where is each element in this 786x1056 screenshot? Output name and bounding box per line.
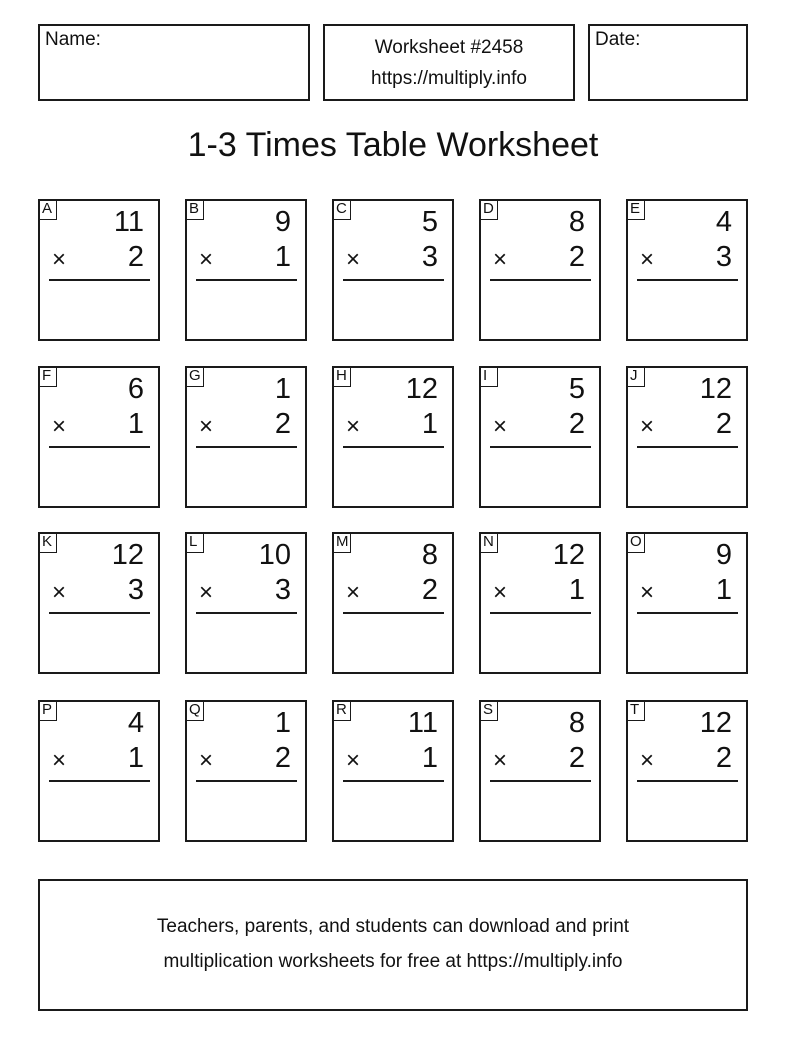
- problem-card-k: [38, 532, 160, 674]
- answer-line: [196, 612, 297, 614]
- times-sign: ×: [640, 246, 655, 273]
- times-sign: ×: [199, 413, 214, 440]
- multiplicand: 8: [568, 206, 585, 238]
- times-sign: ×: [346, 413, 361, 440]
- problem-letter: P: [38, 700, 57, 721]
- problem-card-t: [626, 700, 748, 842]
- answer-line: [343, 446, 444, 448]
- multiplicand: 5: [568, 373, 585, 405]
- times-sign: ×: [493, 246, 508, 273]
- multiplicand: 1: [274, 373, 291, 405]
- problem-letter: T: [626, 700, 645, 721]
- multiplier: 1: [127, 408, 144, 440]
- problem-letter: Q: [185, 700, 204, 721]
- times-sign: ×: [346, 246, 361, 273]
- multiplier: 2: [715, 408, 732, 440]
- problem-card-p: [38, 700, 160, 842]
- multiplier: 2: [274, 742, 291, 774]
- times-sign: ×: [640, 747, 655, 774]
- times-sign: ×: [640, 413, 655, 440]
- multiplicand: 12: [405, 373, 438, 405]
- answer-line: [490, 279, 591, 281]
- problem-card-f: [38, 366, 160, 508]
- problem-letter: O: [626, 532, 645, 553]
- multiplier: 3: [421, 241, 438, 273]
- answer-line: [343, 612, 444, 614]
- multiplier: 3: [274, 574, 291, 606]
- multiplier: 2: [568, 408, 585, 440]
- multiplier: 1: [568, 574, 585, 606]
- name-box: [38, 24, 310, 101]
- multiplicand: 12: [552, 539, 585, 571]
- problem-letter: I: [479, 366, 498, 387]
- problem-letter: M: [332, 532, 351, 553]
- footer-line-2: multiplication worksheets for free at https://multiply.info: [163, 951, 623, 972]
- problem-letter: L: [185, 532, 204, 553]
- answer-line: [637, 612, 738, 614]
- problem-letter: C: [332, 199, 351, 220]
- page-title: 1-3 Times Table Worksheet: [187, 126, 599, 164]
- problem-card-r: [332, 700, 454, 842]
- problem-card-a: [38, 199, 160, 341]
- answer-line: [196, 780, 297, 782]
- problem-card-d: [479, 199, 601, 341]
- answer-line: [343, 279, 444, 281]
- problem-letter: N: [479, 532, 498, 553]
- multiplicand: 8: [421, 539, 438, 571]
- problem-card-s: [479, 700, 601, 842]
- problem-card-q: [185, 700, 307, 842]
- answer-line: [490, 446, 591, 448]
- multiplier: 1: [274, 241, 291, 273]
- multiplier: 3: [715, 241, 732, 273]
- times-sign: ×: [346, 747, 361, 774]
- problem-letter: R: [332, 700, 351, 721]
- problem-letter: B: [185, 199, 204, 220]
- multiplicand: 4: [715, 206, 732, 238]
- times-sign: ×: [52, 579, 67, 606]
- multiplier: 1: [715, 574, 732, 606]
- multiplier: 2: [421, 574, 438, 606]
- answer-line: [49, 612, 150, 614]
- footer-box: [38, 879, 748, 1011]
- multiplicand: 12: [111, 539, 144, 571]
- worksheet-url: https://multiply.info: [371, 68, 527, 89]
- multiplicand: 12: [699, 373, 732, 405]
- multiplicand: 9: [274, 206, 291, 238]
- answer-line: [637, 279, 738, 281]
- multiplier: 2: [715, 742, 732, 774]
- multiplicand: 11: [407, 707, 438, 739]
- problem-letter: D: [479, 199, 498, 220]
- times-sign: ×: [52, 413, 67, 440]
- multiplier: 3: [127, 574, 144, 606]
- problem-card-m: [332, 532, 454, 674]
- answer-line: [343, 780, 444, 782]
- answer-line: [637, 446, 738, 448]
- problem-letter: G: [185, 366, 204, 387]
- times-sign: ×: [52, 747, 67, 774]
- date-label: Date:: [595, 29, 641, 50]
- times-sign: ×: [493, 413, 508, 440]
- answer-line: [637, 780, 738, 782]
- answer-line: [49, 279, 150, 281]
- multiplicand: 9: [715, 539, 732, 571]
- times-sign: ×: [199, 579, 214, 606]
- problem-letter: K: [38, 532, 57, 553]
- problem-card-g: [185, 366, 307, 508]
- multiplicand: 1: [274, 707, 291, 739]
- times-sign: ×: [199, 246, 214, 273]
- multiplier: 2: [127, 241, 144, 273]
- multiplicand: 4: [127, 707, 144, 739]
- date-box: [588, 24, 748, 101]
- times-sign: ×: [640, 579, 655, 606]
- worksheet-info-box: [323, 24, 575, 101]
- problem-card-i: [479, 366, 601, 508]
- multiplicand: 10: [258, 539, 291, 571]
- multiplicand: 11: [113, 206, 144, 238]
- times-sign: ×: [493, 747, 508, 774]
- multiplier: 1: [421, 742, 438, 774]
- times-sign: ×: [346, 579, 361, 606]
- multiplier: 2: [274, 408, 291, 440]
- multiplicand: 5: [421, 206, 438, 238]
- problem-card-b: [185, 199, 307, 341]
- name-label: Name:: [45, 29, 101, 50]
- problem-letter: E: [626, 199, 645, 220]
- multiplier: 1: [127, 742, 144, 774]
- times-sign: ×: [52, 246, 67, 273]
- answer-line: [49, 446, 150, 448]
- problem-card-n: [479, 532, 601, 674]
- footer-line-1: Teachers, parents, and students can download and print: [156, 916, 630, 937]
- answer-line: [196, 279, 297, 281]
- problem-letter: J: [626, 366, 645, 387]
- times-sign: ×: [199, 747, 214, 774]
- multiplicand: 12: [699, 707, 732, 739]
- problem-card-j: [626, 366, 748, 508]
- multiplicand: 6: [127, 373, 144, 405]
- problem-card-o: [626, 532, 748, 674]
- problem-letter: F: [38, 366, 57, 387]
- problem-card-e: [626, 199, 748, 341]
- multiplier: 2: [568, 742, 585, 774]
- answer-line: [490, 780, 591, 782]
- answer-line: [490, 612, 591, 614]
- problem-letter: H: [332, 366, 351, 387]
- problem-card-l: [185, 532, 307, 674]
- times-sign: ×: [493, 579, 508, 606]
- multiplier: 2: [568, 241, 585, 273]
- worksheet-number: Worksheet #2458: [374, 37, 524, 58]
- multiplicand: 8: [568, 707, 585, 739]
- problem-card-c: [332, 199, 454, 341]
- answer-line: [196, 446, 297, 448]
- problem-letter: S: [479, 700, 498, 721]
- answer-line: [49, 780, 150, 782]
- problem-letter: A: [38, 199, 57, 220]
- multiplier: 1: [421, 408, 438, 440]
- problem-card-h: [332, 366, 454, 508]
